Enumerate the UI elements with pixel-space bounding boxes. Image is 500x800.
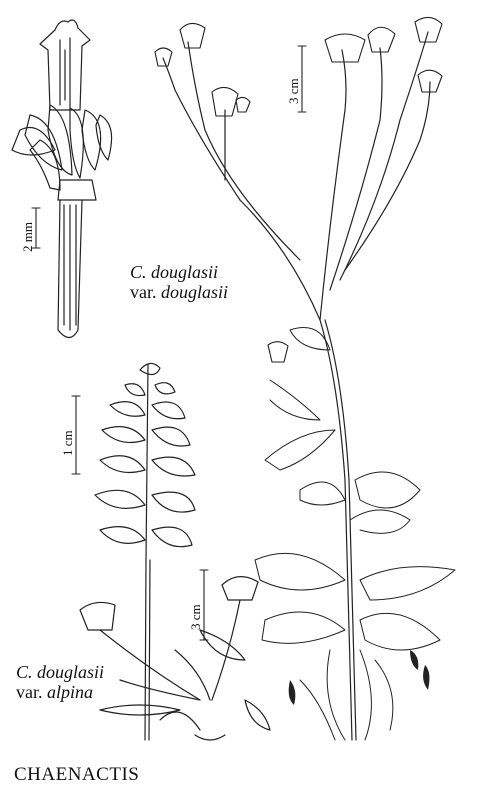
rank: var. (16, 682, 43, 702)
scale-label-alpina-detail: 1 cm (60, 430, 75, 456)
scale-label-douglasii: 3 cm (286, 78, 301, 104)
scale-label-alpina-plant: 3 cm (188, 604, 203, 630)
alpina-plant-drawing (80, 560, 270, 740)
label-var-douglasii (130, 262, 228, 302)
flower-heads (155, 17, 442, 362)
variety-name: douglasii (161, 282, 229, 302)
species-name: douglasii (37, 662, 105, 682)
species-name: douglasii (151, 262, 219, 282)
scale-bars (32, 46, 306, 640)
genus-title: CHAENACTIS (14, 764, 140, 785)
genus-abbrev: C. (130, 262, 147, 282)
scale-label-flower: 2 mm (20, 222, 35, 252)
flower-detail-drawing (12, 20, 112, 338)
genus-abbrev: C. (16, 662, 33, 682)
rank: var. (130, 282, 157, 302)
douglasii-plant-drawing (155, 17, 455, 740)
alpina-detail-drawing (95, 363, 195, 560)
label-var-alpina (16, 662, 104, 702)
variety-name: alpina (47, 682, 94, 702)
dried-leaves (289, 650, 430, 705)
